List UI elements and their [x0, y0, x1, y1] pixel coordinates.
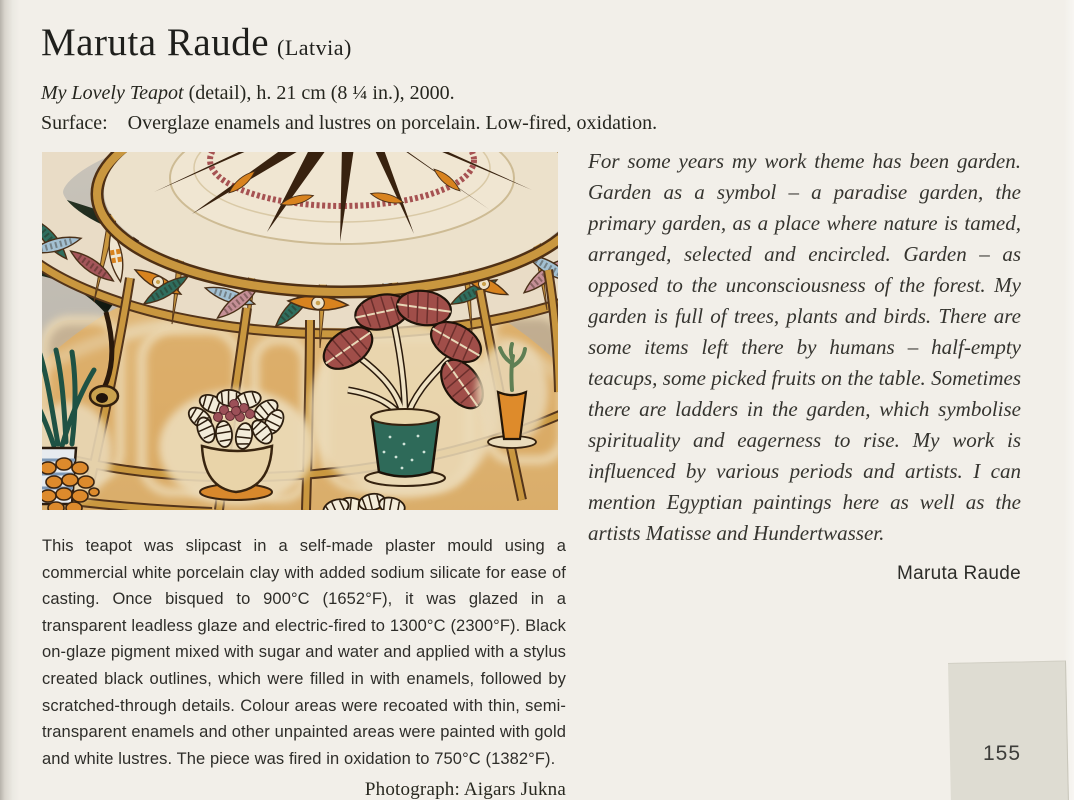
- work-title: My Lovely Teapot: [41, 82, 184, 104]
- work-details: (detail), h. 21 cm (8 ¼ in.), 2000.: [183, 82, 455, 104]
- surface-label: Surface:: [41, 112, 108, 134]
- page-title: [41, 20, 1021, 71]
- page-number: 155: [983, 742, 1022, 765]
- artist-signature: Maruta Raude: [896, 563, 1021, 584]
- teapot-photo: [42, 152, 558, 510]
- inserted-note: [948, 661, 1069, 800]
- bowl-plant: [159, 389, 315, 505]
- page-spine-shadow: [0, 0, 20, 800]
- process-caption-text: This teapot was slipcast in a self-made plaster mould using a commercial white porcelain clay with added sodium silicate for ease of casting. Once bisqued to 900°C (1652°F), it was glazed in a transparent leadless glaze and electric-fired to 1300°C (2300°F). Black on-glaze pigment mixed with sugar and water and applied with a stylus created black outlines, which were filled in with enamels, followed by scratched-through details. Colour areas were recoated with thin, semi-transparent enamels and other unpainted areas were painted with gold and white lustres. The piece was fired in oxidation to 750°C (1382°F).: [42, 537, 566, 768]
- photo-credit: Photograph: Aigars Jukna: [364, 779, 566, 800]
- work-caption: [41, 82, 1021, 105]
- artist-country: (Latvia): [277, 35, 352, 60]
- teapot-photo-svg: [42, 152, 558, 510]
- artist-statement-text: For some years my work theme has been garden. Garden as a symbol – a paradise garden, the primary garden, as a place where nature is tamed, arranged, selected and encircled. Garden – as opposed to the unconsciousness of the forest. My garden is full of trees, plants and birds. There are some items left there by humans – half-empty teacups, some picked fruits on the table. Sometimes there are ladders in the garden, which symbolise spirituality and eagerness to rise. My work is influenced by various periods and artists. I can mention Egyptian paintings here as well as the artists Matisse and Hundertwasser.: [588, 149, 1021, 545]
- surface-text: Overglaze enamels and lustres on porcelain. Low-fired, oxidation.: [127, 112, 658, 134]
- process-caption: [42, 533, 566, 800]
- surface-line: [41, 112, 1021, 135]
- artist-statement: [588, 146, 1021, 589]
- artist-name: Maruta Raude: [41, 21, 270, 64]
- header: [41, 20, 1021, 135]
